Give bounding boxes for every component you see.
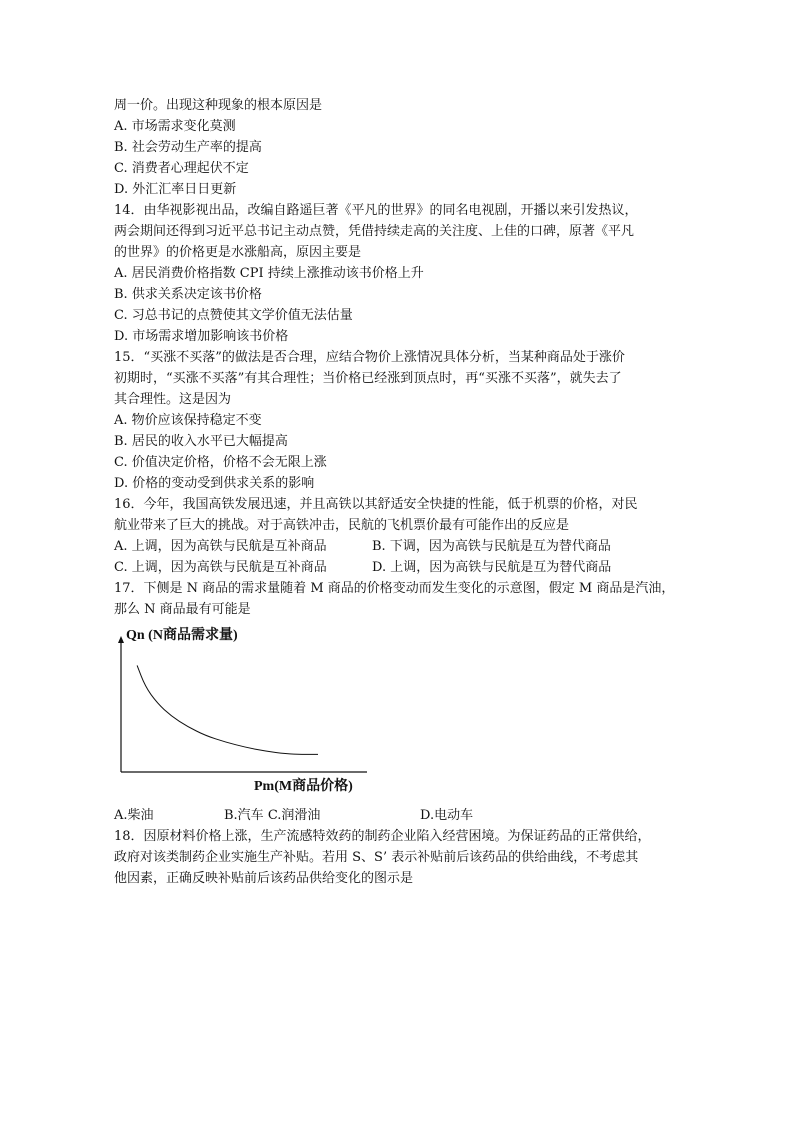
q15-stem-line-3: 其合理性。这是因为 xyxy=(114,392,232,407)
q17-option-a: A.柴油 xyxy=(114,808,154,823)
q13-option-d: D. 外汇汇率日日更新 xyxy=(114,182,237,197)
q18-stem-line-2: 政府对该类制药企业实施生产补贴。若用 S、S’ 表示补贴前后该药品的供给曲线，不考虑其 xyxy=(114,850,639,865)
q14-stem-line-1: 14．由华视影视出品，改编自路遥巨著《平凡的世界》的同名电视剧，开播以来引发热议， xyxy=(114,203,638,218)
x-axis-label: Pm(M商品价格) xyxy=(254,779,353,794)
y-axis-label: Qn (N商品需求量) xyxy=(126,628,238,643)
q15-stem-line-2: 初期时，“买涨不买落”有其合理性；当价格已经涨到顶点时，再“买涨不买落”，就失去了 xyxy=(114,371,622,386)
q13-option-c: C. 消费者心理起伏不定 xyxy=(114,161,249,176)
q15-option-c: C. 价值决定价格，价格不会无限上涨 xyxy=(114,455,327,470)
q18-stem-line-1: 18．因原材料价格上涨，生产流感特效药的制药企业陷入经营困境。为保证药品的正常供给， xyxy=(114,829,651,844)
q15-option-a: A. 物价应该保持稳定不变 xyxy=(114,413,262,428)
q15-option-d: D. 价格的变动受到供求关系的影响 xyxy=(114,476,315,491)
q16-option-c: C. 上调，因为高铁与民航是互补商品 xyxy=(114,560,327,575)
q17-stem-line-2: 那么 N 商品最有可能是 xyxy=(114,602,251,617)
q13-option-a: A. 市场需求变化莫测 xyxy=(114,119,236,134)
q13-option-b: B. 社会劳动生产率的提高 xyxy=(114,140,262,155)
q17-stem-line-1: 17．下侧是 N 商品的需求量随着 M 商品的价格变动而发生变化的示意图，假定 M 商品是汽油， xyxy=(114,581,675,596)
q15-stem-line-1: 15．“买涨不买落”的做法是否合理，应结合物价上涨情况具体分析，当某种商品处于涨价 xyxy=(114,350,625,365)
q14-option-a: A. 居民消费价格指数 CPI 持续上涨推动该书价格上升 xyxy=(114,266,424,281)
q14-stem-line-3: 的世界》的价格更是水涨船高，原因主要是 xyxy=(114,245,362,260)
q14-option-b: B. 供求关系决定该书价格 xyxy=(114,287,262,302)
q16-option-d: D. 上调，因为高铁与民航是互为替代商品 xyxy=(372,560,612,575)
series-line xyxy=(137,665,318,754)
q16-stem-line-2: 航业带来了巨大的挑战。对于高铁冲击，民航的飞机票价最有可能作出的反应是 xyxy=(114,518,570,533)
demand-curve-chart xyxy=(112,622,372,800)
q14-option-d: D. 市场需求增加影响该书价格 xyxy=(114,329,289,344)
q13-stem-tail: 周一价。出现这种现象的根本原因是 xyxy=(114,98,323,113)
y-axis-arrow xyxy=(118,636,124,643)
q17-option-d: D.电动车 xyxy=(420,808,474,823)
q17-option-b-c: B.汽车 C.润滑油 xyxy=(224,808,321,823)
q16-stem-line-1: 16．今年，我国高铁发展迅速，并且高铁以其舒适安全快捷的性能，低于机票的价格，对民 xyxy=(114,497,638,512)
q16-option-a: A. 上调，因为高铁与民航是互补商品 xyxy=(114,539,327,554)
q16-option-b: B. 下调，因为高铁与民航是互为替代商品 xyxy=(372,539,611,554)
q14-stem-line-2: 两会期间还得到习近平总书记主动点赞，凭借持续走高的关注度、上佳的口碑，原著《平凡 xyxy=(114,224,635,239)
q18-stem-line-3: 他因素，正确反映补贴前后该药品供给变化的图示是 xyxy=(114,871,414,886)
q14-option-c: C. 习总书记的点赞使其文学价值无法估量 xyxy=(114,308,353,323)
q15-option-b: B. 居民的收入水平已大幅提高 xyxy=(114,434,288,449)
